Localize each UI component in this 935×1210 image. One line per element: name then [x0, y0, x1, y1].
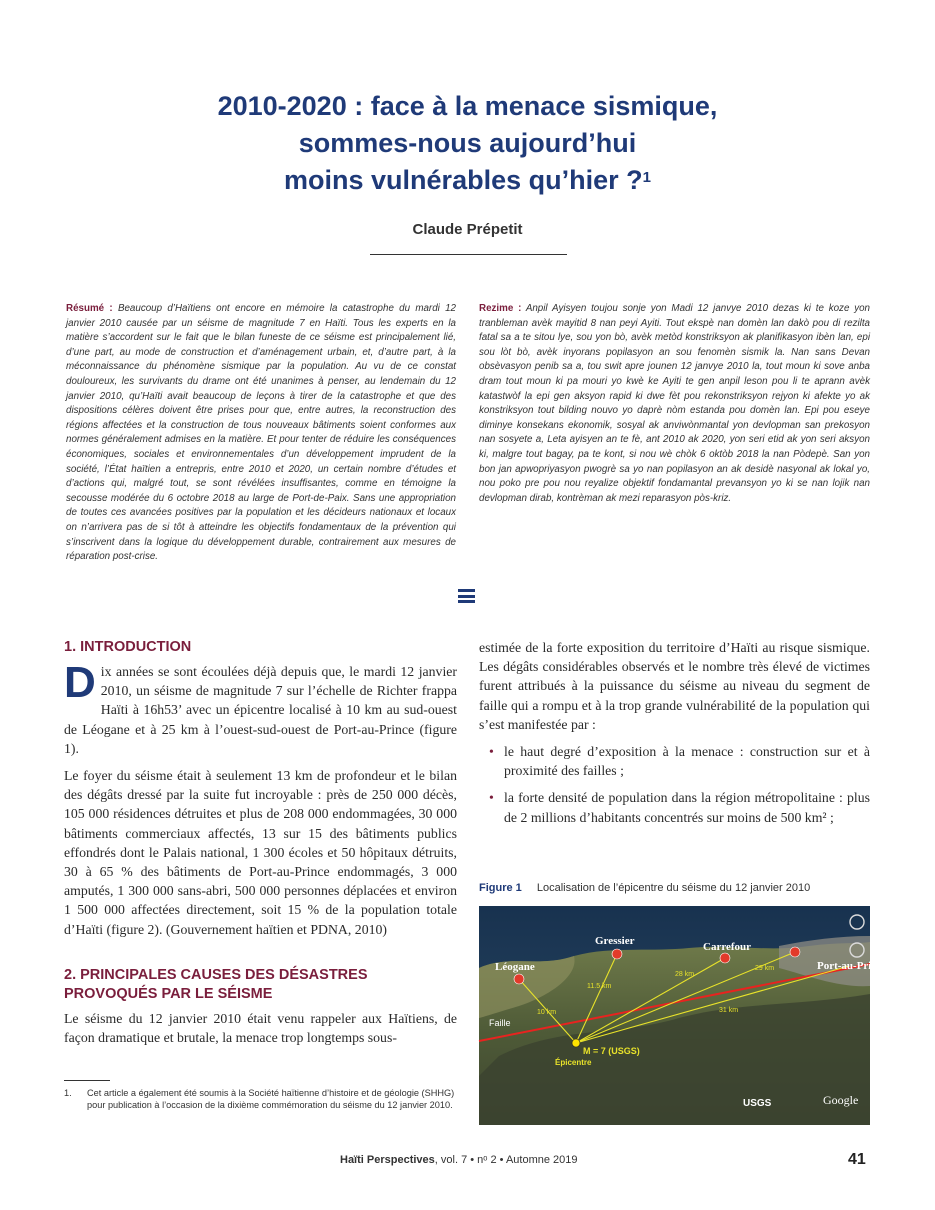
- map-label-epicentre: Épicentre: [555, 1058, 592, 1067]
- causes-paragraph-1: Le séisme du 12 janvier 2010 était venu rappeler aux Haïtiens, de façon dramatique et brutale, la menace trop longtemps sous-: [64, 1010, 457, 1046]
- map-label-faille: Faille: [489, 1018, 511, 1028]
- list-item-text: le haut degré d’exposition à la menace : construction sur et à proximité des failles ;: [504, 744, 870, 779]
- map-label-gressier: Gressier: [595, 935, 635, 947]
- journal-issue: , vol. 7 • nᵒ 2 • Automne 2019: [434, 1154, 578, 1166]
- bullet-icon: •: [489, 744, 494, 760]
- map-distance-label: 28 km: [675, 971, 695, 978]
- intro-paragraph-2: Le foyer du séisme était à seulement 13 km de profondeur et le bilan des dégâts dressé par la suite fut incroyable : près de 250 000 décès, 105 000 résidences détruites et plus de 208 000 endommagées, 30 000 bâtiments commerciaux affectés, 13 sur 15 des bâtiments publics effondrés dont le Palais national, 1 300 écoles et 50 hôpitaux détruits, 30 à 65 % des bâtiments de Port-au-Prince endommagés, 3 000 amputés, 1 300 000 sans-abri, 500 000 personnes déplacées et environ 1 500 000 affectées directement, soit 15 % de la population totale d’Haïti (figure 2). (Gouvernement haïtien et PDNA, 2010): [64, 768, 457, 937]
- bullet-icon: •: [489, 790, 494, 806]
- list-item: [479, 742, 870, 780]
- abstract-creole: [479, 302, 870, 506]
- right-column: [479, 638, 870, 835]
- abstract-french-text: Beaucoup d’Haïtiens ont encore en mémoire la catastrophe du mardi 12 janvier 2010 causée par un séisme de magnitude 7 en Haïti. Tous les experts en la matière s’accordent sur le fait que le bilan funeste de ce séisme est principalement lié, d’une part, au mode de construction et d’aménagement urbain, et, d’autre part, à la méconnaissance du phénomène sismique par la population. Au vu de ce constat douloureux, les survivants du drame ont été unanimes à penser, au lendemain du 12 janvier 2010, qu’Haïti avait beaucoup de leçons à tirer de la catastrophe et que des dispositions célères doivent être prises pour que, entre autres, la reconstruction des régions affectées et la construction de tous nouveaux bâtiments soient conformes aux normes généralement admises en la matière. Et pour tenter de réduire les conséquences économiques, sociales et environnementales d’un développement imprudent de la société, l’État haïtien a entrepris, entre 2010 et 2020, un certain nombre d’études et d’actions qui, malgré tout, se sont révélées insuffisantes, comme en témoigne la secousse modérée du 6 octobre 2018 au large de Port-de-Paix. Sans une appropriation de toutes ces avancées positives par la population et les décideurs nationaux et locaux on n’arrivera pas de si tôt à atteindre les objectifs fondamentaux de la prévention qui s’inscrivent dans la logique du développement durable, contrairement aux mesures de réparation post-crise.: [66, 303, 456, 563]
- page-footer: [340, 1154, 640, 1166]
- title-line-3: [0, 162, 935, 199]
- abstract-creole-label: Rezime :: [479, 303, 522, 314]
- article-title: [0, 88, 935, 199]
- epicentre-marker: [572, 1039, 580, 1047]
- right-paragraph-1: estimée de la forte exposition du territoire d’Haïti au risque sismique. Les dégâts considérables observés et le nombre très élevé de victimes furent attribués à la puissance du séisme au niveau du segment de faille qui a rompu et à la trop grande vulnérabilité de la population qui s’est manifestée par :: [479, 640, 870, 732]
- page-number: 41: [848, 1151, 866, 1168]
- map-logo-usgs: USGS: [743, 1098, 772, 1109]
- section-divider-icon: [458, 589, 475, 603]
- figure-1-caption-text: Localisation de l’épicentre du séisme du 12 janvier 2010: [536, 882, 811, 894]
- intro-paragraph-1-text: ix années se sont écoulées déjà depuis que, le mardi 12 janvier 2010, un séisme de magnitude 7 sur l’échelle de Richter frappa Haïti à 16h53’ avec un épicentre localisé à 10 km au sud-ouest de Léogane et à 25 km à l’ouest-sud-ouest de Port-au-Prince (figure 1).: [64, 664, 457, 756]
- map-distance-label: 11.5 km: [587, 983, 612, 990]
- footnote-rule: [64, 1080, 110, 1081]
- vulnerability-list: [479, 742, 870, 827]
- map-label-leogane: Léogane: [495, 961, 535, 973]
- title-line-1: 2010-2020 : face à la menace sismique,: [217, 91, 718, 121]
- abstract-french-label: Résumé :: [66, 303, 113, 314]
- title-line-2: sommes-nous aujourd’hui: [298, 128, 637, 158]
- map-logo-google: Google: [823, 1093, 859, 1107]
- abstract-creole-text: Anpil Ayisyen toujou sonje yon Madi 12 janvye 2010 dezas ki te koze yon tranbleman avèk mayitid 8 nan peyi Ayiti. Tout ekspè nan domèn lan dakò pou di rezilta fatal sa a te sitou lye, sou yon bò, avèk metòd konstriksyon ak planifikasyon ibèn lan, epi sou lòt bò, avèk inyorans popilasyon an sou fenomèn sismik la. Nan sans Devan obsèvasyon penib sa a, tou swit apre jounen 12 janvye 2010 la, tout moun ki sove anba dram tout moun ki pa mouri yo kwè ke Ayiti te gen anpil leson pou li te aprann avèk katastwòf la epi gen aksyon rapid ki dwe fèt pou rekonstriksyon rejyon ki afekte yo ak konstriksyon tout bilding nouvo yo daprè nòm estanda pou domèn lan. Epi pou eseye diminye konsekans ekonomik, sosyal ak anviwònmantal yon devlopman san prekosyon nan sosyete a, Leta ayisyen an te fè, ant 2010 ak 2020, yon seri etid ak yon seri aksyon ki, malgre tout bagay, pa te kont, si nou wè chòk 6 oktòb 2018 la nan Pòdepè. San yon bon jan apwopriyasyon pwogrè sa yo nan popilasyon an ak desidè nasyonal ak lokal yo, nou poko pre pou nou reyalize objektif fondamantal prevansyon yo ki se nan lojik nan devlopman dirab, kontrèman ak mezi reparasyon pòs-kriz.: [479, 303, 870, 504]
- journal-name: Haïti Perspectives: [340, 1154, 435, 1166]
- drop-cap: D: [64, 658, 96, 707]
- author-rule: [370, 254, 567, 255]
- list-item: [479, 788, 870, 826]
- left-column: [64, 638, 457, 1055]
- title-line-3-text: moins vulnérables qu’hier ?: [284, 165, 643, 195]
- author-name: Claude Prépetit: [412, 221, 523, 238]
- epicentre-map: [479, 906, 888, 1125]
- map-distance-label: 31 km: [719, 1007, 739, 1014]
- map-distance-label: 10 km: [537, 1009, 557, 1016]
- footnote-marker[interactable]: 1: [642, 169, 651, 186]
- footnote-1: [64, 1087, 457, 1112]
- footnote-number: 1.: [64, 1088, 72, 1098]
- map-label-port-au-prince: Port-au-Prince: [817, 960, 888, 972]
- map-label-carrefour: Carrefour: [703, 941, 752, 953]
- map-label-magnitude: M = 7 (USGS): [583, 1046, 640, 1056]
- section-heading-causes: 2. PRINCIPALES CAUSES DES DÉSASTRES PROVOQUÉS PAR LE SÉISME: [64, 966, 368, 1002]
- figure-1-label: Figure 1: [479, 882, 522, 894]
- section-heading-introduction: 1. INTRODUCTION: [64, 639, 192, 655]
- figure-1-caption: [479, 882, 879, 894]
- list-item-text: la forte densité de population dans la région métropolitaine : plus de 2 millions d’habitants concentrés sur moins de 500 km² ;: [504, 790, 870, 825]
- intro-paragraph-1: [64, 658, 457, 758]
- footnote-text: Cet article a également été soumis à la Société haïtienne d’histoire et de géologie (SHHG) pour publication à l’occasion de la dixième commémoration du séisme du 12 janvier 2010.: [87, 1088, 455, 1111]
- map-distance-label: 29 km: [755, 965, 775, 972]
- abstract-french: [66, 302, 456, 565]
